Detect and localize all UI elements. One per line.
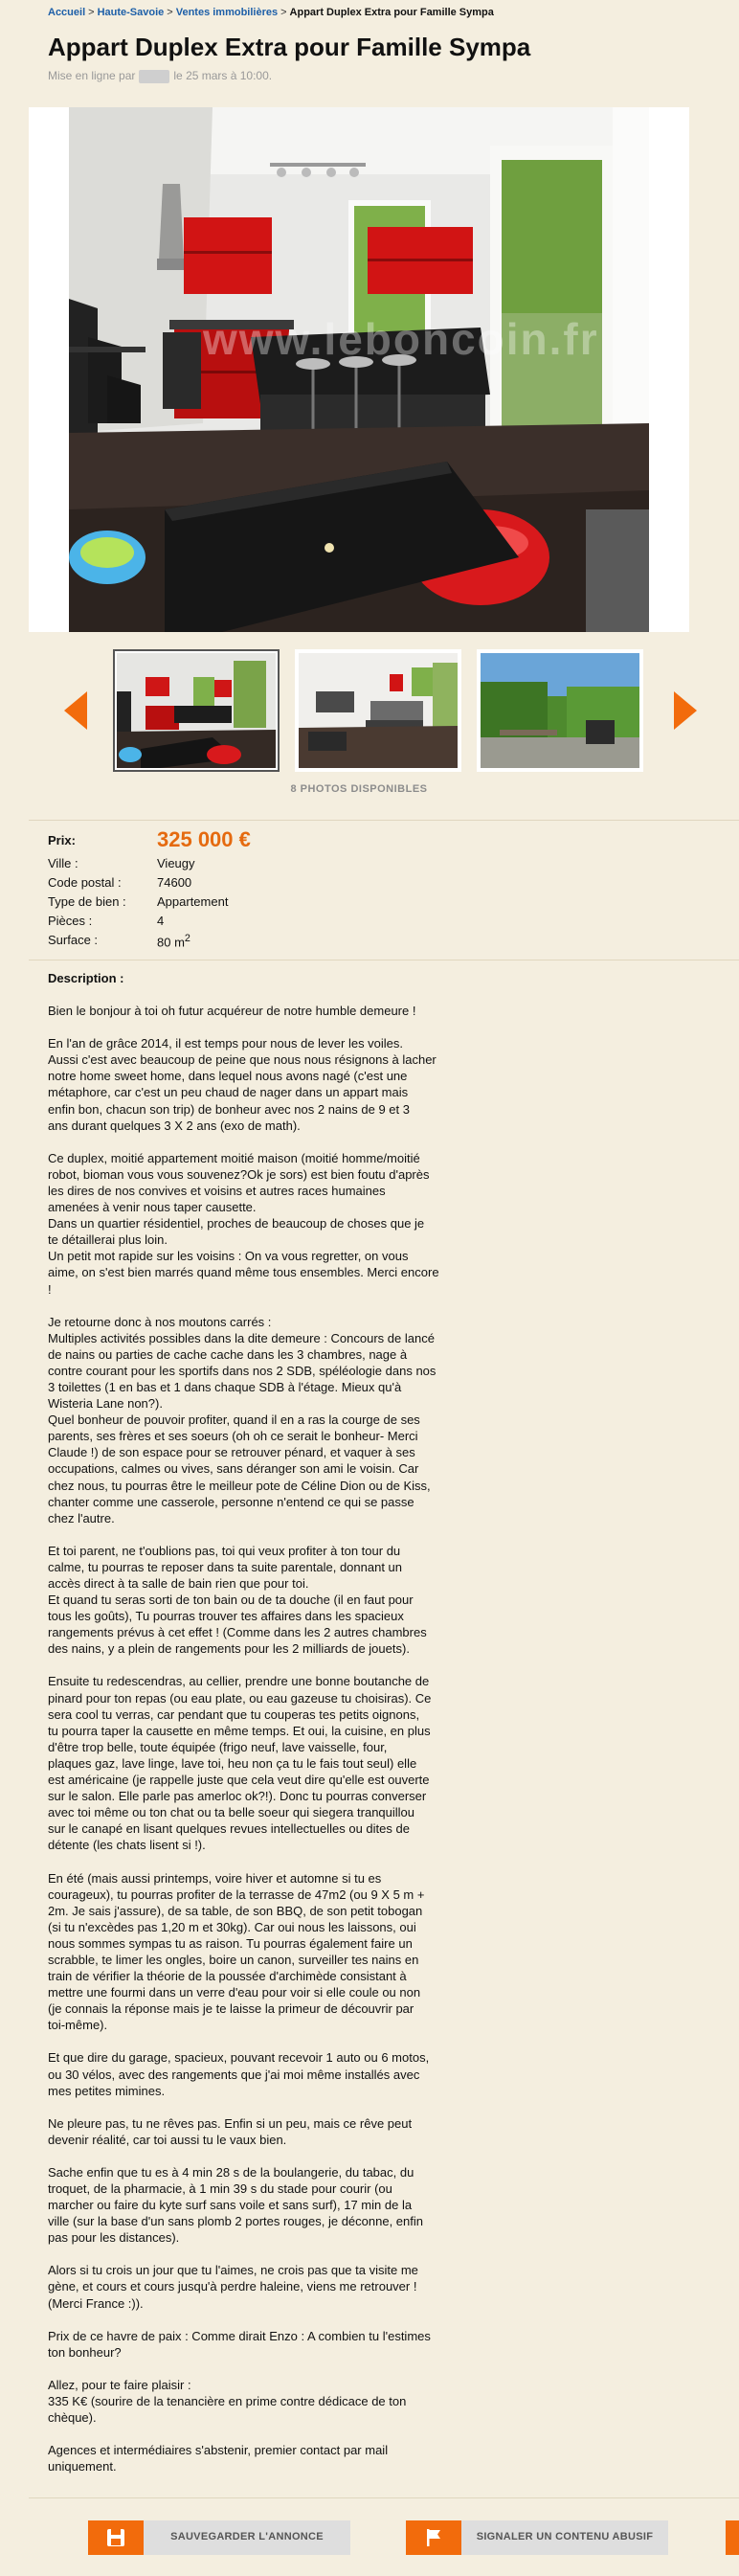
breadcrumb — [48, 7, 494, 18]
divider — [29, 820, 739, 821]
breadcrumb-separator: > — [280, 7, 287, 18]
info-row-property-type — [48, 893, 699, 912]
posted-prefix: Mise en ligne par — [48, 69, 136, 82]
description-paragraph: Ne pleure pas, tu ne rêves pas. Enfin si un peu, mais ce rêve peut devenir réalité, car toi aussi tu le vaux bien. — [48, 2115, 413, 2147]
description-paragraph: Ce duplex, moitié appartement moitié maison (moitié homme/moitié robot, bioman vous vous souvenez?Ok je sors) est bien foutu d'après les dires de nos convives et voisins et autres races humaines amenées à venir nous taper causette. Dans un quartier résidentiel, proches de beaucoup de choses que je te détaillerai plus loin. Un petit mot rapide sur les voisins : On va vous regretter, on vous aime, on s'est bien marrés quand même tous ensembles. Merci encore ! — [48, 1150, 439, 1297]
property-type-label: Type de bien : — [48, 894, 126, 909]
price-row — [48, 827, 699, 854]
postal-code-label: Code postal : — [48, 875, 122, 890]
photo-gallery — [29, 632, 689, 824]
report-icon-box — [406, 2520, 461, 2555]
arrow-left-icon[interactable] — [62, 691, 91, 730]
description-paragraph: Prix de ce havre de paix : Comme dirait Enzo : A combien tu l'estimes ton bonheur? — [48, 2328, 431, 2360]
flag-icon — [424, 2528, 443, 2547]
thumbnail-garden-image — [481, 653, 639, 768]
main-photo[interactable] — [69, 107, 649, 632]
info-row-postal-code — [48, 873, 699, 893]
city-value: Vieugy — [157, 856, 195, 870]
description — [48, 970, 509, 2491]
breadcrumb-link-region[interactable]: Haute-Savoie — [97, 7, 165, 18]
breadcrumb-separator: > — [167, 7, 173, 18]
property-type-value: Appartement — [157, 894, 229, 909]
more-actions-button[interactable] — [726, 2520, 739, 2555]
info-row-surface — [48, 931, 699, 950]
report-abuse-label: SIGNALER UN CONTENU ABUSIF — [476, 2531, 654, 2542]
breadcrumb-link-home[interactable]: Accueil — [48, 7, 86, 18]
save-ad-label: SAUVEGARDER L'ANNONCE — [170, 2531, 324, 2542]
info-row-rooms — [48, 912, 699, 931]
save-ad-button[interactable] — [88, 2520, 350, 2555]
description-paragraph: Sache enfin que tu es à 4 min 28 s de la boulangerie, du tabac, du troquet, de la pharmacie, à 1 min 39 s du stade pour courir (ou marcher ou faire du kyte surf sans voile et sans surf), 17 min de la ville (sur la base d'un sans plomb 2 portes rouges, je déconne, enfin pas pour les distances). — [48, 2164, 423, 2246]
kitchen-photo — [69, 107, 649, 632]
thumbnail-kitchen-image — [117, 653, 276, 768]
description-paragraph: Et toi parent, ne t'oublions pas, toi qui veux profiter à ton tour du calme, tu pourras te reposer dans ta suite parentale, donnant un accès direct à ta salle de bain rien que pour toi. Et quand tu seras sorti de ton bain ou de ta douche (il en faut pour tous les goûts), Tu pourras trouver tes affaires dans les spacieux rangements prévus à cet effet ! (Comme dans les 2 autres chambres des nains, y a plein de rangements pour les 2 milliards de jouets). — [48, 1543, 427, 1657]
description-paragraph: Je retourne donc à nos moutons carrés : Multiples activités possibles dans la dite demeure : Concours de lancé de nains ou parties de cache cache dans les 3 chambres, nage à contre courant pour les sportifs dans nos 2 SDB, spéléologie dans nos 3 toilettes (1 en bas et 1 dans chaque SDB à l'étage. Mieux qu'à Wisteria Lane non?). Quel bonheur de pouvoir profiter, quand il en a ras la courge de ses parents, ses frères et ses soeurs (oh oh ce serait le bonheur- Merci Claude !) de son espace pour se retrouver pénard, et vaquer à ses occupations, calmes ou vives, sans déranger son ami le voisin. Car chez nous, tu pourras être le meilleur pote de Céline Dion ou de Kiss, chanter comme une casserole, personne n'entend ce qui se passe chez l'autre. — [48, 1314, 437, 1525]
save-icon — [106, 2528, 125, 2547]
description-paragraph: Ensuite tu redescendras, au cellier, prendre une bonne boutanche de pinard pour ton repas (ou eau plate, ou eau gazeuse tu choisiras). Ce sera cool tu verras, car pendant que tu couperas tes petits oignons, tu pourra taper la causette en même temps. Et oui, la cuisine, en plus d'être trop belle, toute équipée (frigo neuf, lave vaisselle, four, plaques gaz, lave linge, lave toi, heu non ça tu le fais tout seul) elle est américaine (je rappelle juste que cela veut dire qu'elle est ouverte sur le salon. Elle parle pas amerloc ok?!). Donc tu pourras converser avec toi même ou ton chat ou ta belle soeur qui siegera tranquillou sur le canapé en lisant quelques revues intellectuelles ou dites de détente (les chats lisent si !). — [48, 1674, 432, 1853]
surface-number: 80 m — [157, 935, 185, 950]
photos-count: 8 PHOTOS DISPONIBLES — [290, 783, 428, 795]
breadcrumb-separator: > — [88, 7, 95, 18]
postal-code-value: 74600 — [157, 875, 192, 890]
surface-unit-exponent: 2 — [184, 933, 190, 944]
price-value: 325 000 € — [157, 827, 251, 851]
thumbnail-living-room-image — [299, 653, 458, 768]
description-paragraph: En l'an de grâce 2014, il est temps pour nous de lever les voiles. Aussi c'est avec beaucoup de peine que nous nous résignons à lacher notre home sweet home, dans lequel nous avons nagé (c'est une métaphore, car c'est un peu chaud de nager dans un appart mais enfin bon, chacun son trip) de bonheur avec nos 2 nains de 9 et 3 ans durant quelques 3 X 2 ans (exo de math). — [48, 1036, 437, 1133]
description-paragraph: Allez, pour te faire plaisir : 335 K€ (sourire de la tenancière en prime contre dédicace de ton chèque). — [48, 2377, 407, 2426]
ad-actions — [0, 2520, 739, 2559]
info-row-city — [48, 854, 699, 873]
breadcrumb-current: Appart Duplex Extra pour Famille Sympa — [289, 7, 494, 18]
page-title: Appart Duplex Extra pour Famille Sympa — [48, 33, 531, 61]
price-label: Prix: — [48, 833, 76, 847]
surface-value — [157, 933, 190, 949]
photo-thumbnail-2[interactable] — [295, 649, 461, 772]
photo-thumbnail-1[interactable] — [113, 649, 280, 772]
rooms-label: Pièces : — [48, 914, 93, 928]
arrow-right-icon[interactable] — [670, 691, 699, 730]
description-paragraph: Et que dire du garage, spacieux, pouvant recevoir 1 auto ou 6 motos, ou 30 vélos, avec des rangements que j'ai moi même installés avec mes petites mimines. — [48, 2050, 430, 2098]
rooms-value: 4 — [157, 914, 165, 928]
main-photo-frame — [29, 107, 689, 632]
breadcrumb-link-category[interactable]: Ventes immobilières — [175, 7, 279, 18]
report-abuse-button[interactable] — [406, 2520, 668, 2555]
description-paragraph: Bien le bonjour à toi oh futur acquéreur de notre humble demeure ! — [48, 1004, 416, 1019]
description-paragraph: En été (mais aussi printemps, voire hiver et automne si tu es courageux), tu pourras profiter de la terrasse de 47m2 (ou 9 X 5 m + 2m. Je sais j'assure), de sa table, de son BBQ, de son petit tobogan (si tu n'excèdes pas 1,20 m et 30kg). Car oui nous les laissons, oui nous sommes sympas tu as raison. Tu pourras également faire un scrabble, te limer les ongles, boire un canon, surveiller tes nains en train de vérifier la théorie de la poussée d'archimède consistant à mettre une fourmi dans un verre d'eau pour voir si elle coule ou non (je connais la réponse mais je te laisse la primeur de découvrir par toi-même). — [48, 1870, 425, 2033]
photo-thumbnail-3[interactable] — [477, 649, 643, 772]
save-icon-box — [88, 2520, 144, 2555]
watermark: www.leboncoin.fr — [203, 314, 599, 364]
seller-name-redacted[interactable] — [139, 70, 169, 83]
posted-date: le 25 mars à 10:00. — [173, 69, 273, 82]
description-paragraph: Alors si tu crois un jour que tu l'aimes, ne crois pas que ta visite me gène, et cours et cours jusqu'à perdre haleine, viens me retrouver ! (Merci France :)). — [48, 2263, 418, 2311]
posted-info — [48, 69, 272, 83]
description-paragraph: Agences et intermédiaires s'abstenir, premier contact par mail uniquement. — [48, 2443, 389, 2474]
listing-info — [48, 827, 699, 950]
city-label: Ville : — [48, 856, 78, 870]
divider — [29, 2497, 739, 2498]
surface-label: Surface : — [48, 933, 99, 947]
description-title: Description : — [48, 971, 124, 985]
